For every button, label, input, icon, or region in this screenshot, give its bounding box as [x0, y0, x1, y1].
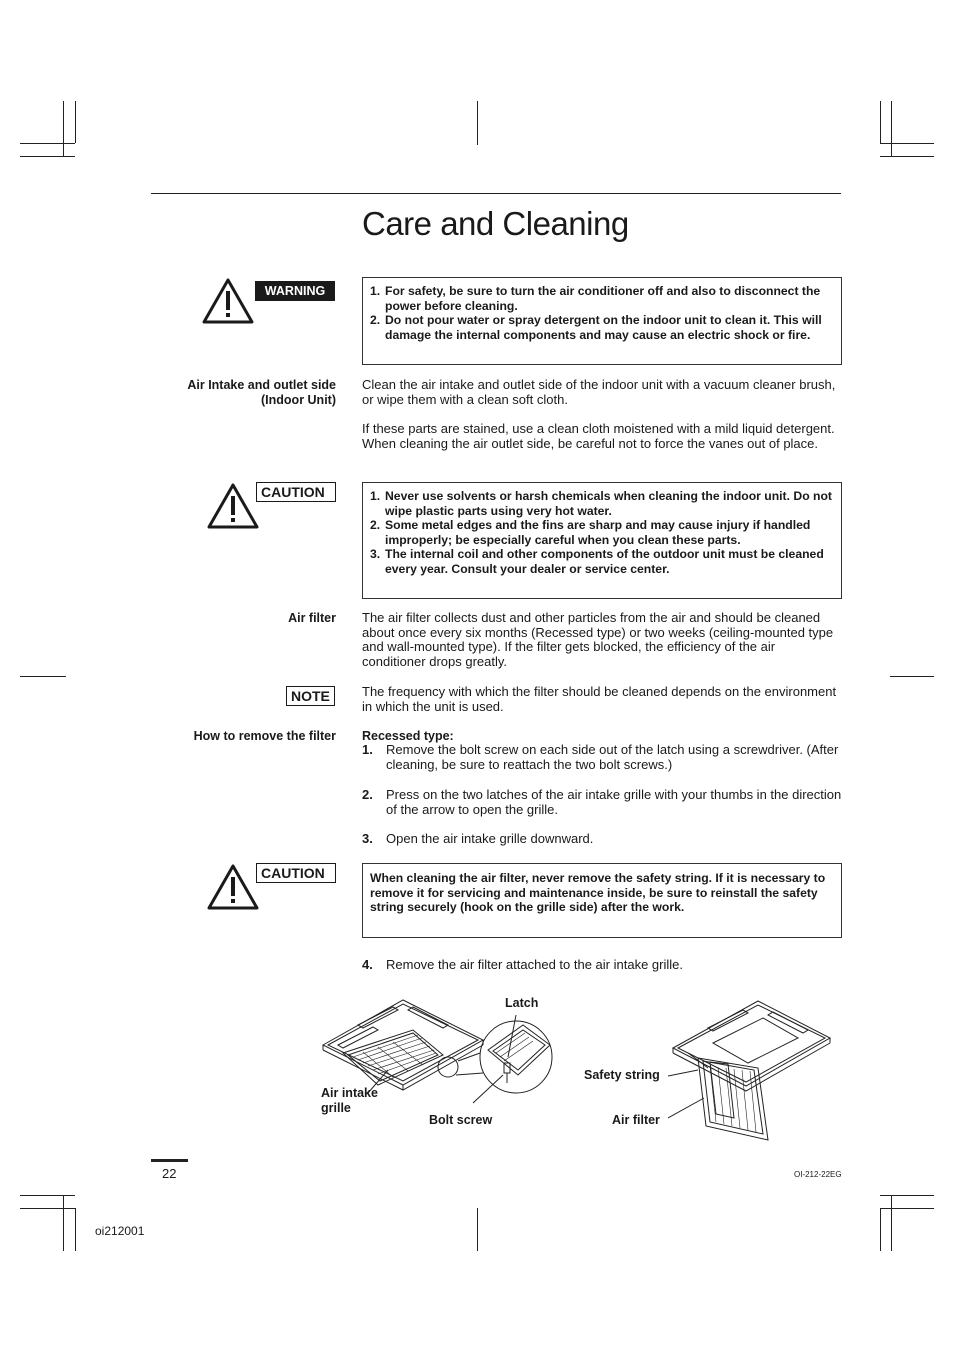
- step-item: 1. Remove the bolt screw on each side out of the latch using a screwdriver. (After cleaning, be sure to reattach the two bolt screws.): [362, 742, 839, 772]
- document-code: OI-212-22EG: [794, 1170, 842, 1179]
- recessed-type-heading: Recessed type:: [362, 729, 454, 743]
- filter-safety-string-illustration: [668, 998, 833, 1148]
- air-intake-side-label: Air Intake and outlet side (Indoor Unit): [187, 378, 336, 407]
- caution-label: CAUTION: [256, 863, 336, 883]
- step-item: 4. Remove the air filter attached to the air intake grille.: [362, 957, 683, 972]
- step-item: 3. Open the air intake grille downward.: [362, 831, 594, 846]
- warning-item: 1. For safety, be sure to turn the air conditioner off and also to disconnect the power before cleaning.: [370, 284, 821, 313]
- warning-label: WARNING: [255, 281, 335, 301]
- air-filter-paragraph: The air filter collects dust and other particles from the air and should be cleaned about once every six months (Recessed type) or two weeks (ceiling-mounted type and wall-mounted type). If the filter gets blocked, the efficiency of the air conditioner drops greatly.: [362, 610, 834, 669]
- air-filter-side-label: Air filter: [288, 611, 336, 625]
- warning-triangle-icon: [201, 277, 255, 325]
- caution-box-1: [362, 482, 842, 599]
- safety-string-label: Safety string: [584, 1068, 660, 1082]
- air-filter-label: Air filter: [612, 1113, 660, 1127]
- bolt-screw-label: Bolt screw: [429, 1113, 493, 1127]
- note-paragraph: The frequency with which the filter should be cleaned depends on the environment in which the unit is used.: [362, 684, 837, 714]
- page-number: 22: [162, 1166, 177, 1181]
- caution-item: 1. Never use solvents or harsh chemicals when cleaning the indoor unit. Do not wipe plastic parts using very hot water.: [370, 489, 832, 518]
- header-rule: [151, 193, 841, 194]
- caution-triangle-icon: [206, 482, 260, 530]
- remove-filter-side-label: How to remove the filter: [193, 729, 336, 743]
- footer-rule: [151, 1159, 188, 1162]
- page-title: Care and Cleaning: [362, 205, 629, 242]
- warning-box: [362, 277, 842, 365]
- caution-box-2: When cleaning the air filter, never remove the safety string. If it is necessary to remove it for servicing and maintenance inside, be sure to reinstall the safety string securely (hook on the grille side) after the work.: [362, 863, 842, 938]
- step-item: 2. Press on the two latches of the air intake grille with your thumbs in the direction of the arrow to open the grille.: [362, 787, 842, 817]
- note-label: NOTE: [286, 686, 335, 706]
- caution-item: 3. The internal coil and other components of the outdoor unit must be cleaned every year. Consult your dealer or service center.: [370, 547, 824, 576]
- caution-triangle-icon: [206, 863, 260, 911]
- air-intake-grille-label: Air intake grille: [321, 1086, 378, 1115]
- file-code: oi212001: [95, 1224, 145, 1238]
- air-intake-paragraph-1: Clean the air intake and outlet side of the indoor unit with a vacuum cleaner brush, or wipe them with a clean soft cloth.: [362, 377, 836, 407]
- caution-item: 2. Some metal edges and the fins are sharp and may cause injury if handled improperly; be especially careful when you clean these parts.: [370, 518, 811, 547]
- latch-label: Latch: [505, 996, 539, 1010]
- caution-label: CAUTION: [256, 482, 336, 502]
- air-intake-paragraph-2: If these parts are stained, use a clean cloth moistened with a mild liquid detergent. When cleaning the air outlet side, be careful not to force the vanes out of place.: [362, 421, 835, 451]
- warning-item: 2. Do not pour water or spray detergent on the indoor unit to clean it. This will damage the internal components and may cause an electric shock or fire.: [370, 313, 822, 342]
